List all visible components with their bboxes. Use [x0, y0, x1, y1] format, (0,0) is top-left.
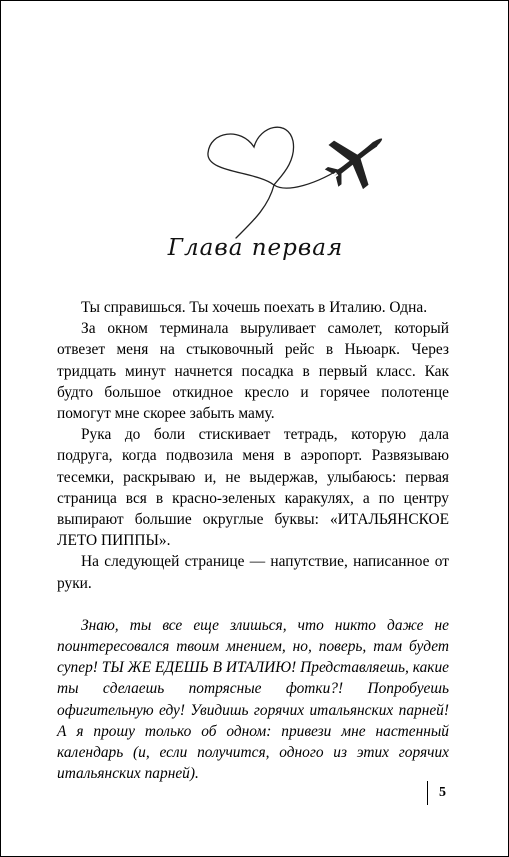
- page-number: 5: [439, 785, 446, 800]
- airplane: [314, 117, 391, 201]
- chapter-body: [57, 297, 449, 784]
- page-number-divider: [427, 781, 428, 805]
- paragraph: На следующей странице — напутствие, написанное от руки.: [57, 553, 449, 592]
- heart-airplane-icon: [196, 113, 391, 243]
- paragraph: Рука до боли стискивает тетрадь, которую дала подруга, когда подвозила меня в аэропорт. Развязываю тесемки, раскрываю и, не выдержав, улыбаюсь: первая страница вся в красно-зеленых каракулях, а по центру выпирают большие округлые буквы: «ИТАЛЬЯНСКОЕ ЛЕТО ПИППЫ».: [57, 426, 449, 550]
- chapter-title: Глава первая: [167, 235, 344, 261]
- handwritten-letter: Знаю, ты все еще злишься, что никто даже не поинтересовался твоим мнением, но, поверь, там будет супер! ТЫ ЖЕ ЕДЕШЬ В ИТАЛИЮ! Представляешь, какие ты сделаешь потрясные фотки?! Попробуешь офигительную еду! Увидишь горячих итальянских парней! А я прошу только об одном: привези мне настенный календарь (и, если получится, одного из этих горячих итальянских парней).: [57, 616, 449, 783]
- paragraph: За окном терминала выруливает самолет, который отвезет меня на стыковочный рейс в Ньюарк. Через тридцать минут начнется посадка в первый класс. Как будто большое откидное кресло и горячее полотенце помогут мне скорее забыть маму.: [57, 320, 449, 423]
- flight-trail: [208, 127, 346, 238]
- paragraph: Ты справишься. Ты хочешь поехать в Италию. Одна.: [81, 299, 428, 316]
